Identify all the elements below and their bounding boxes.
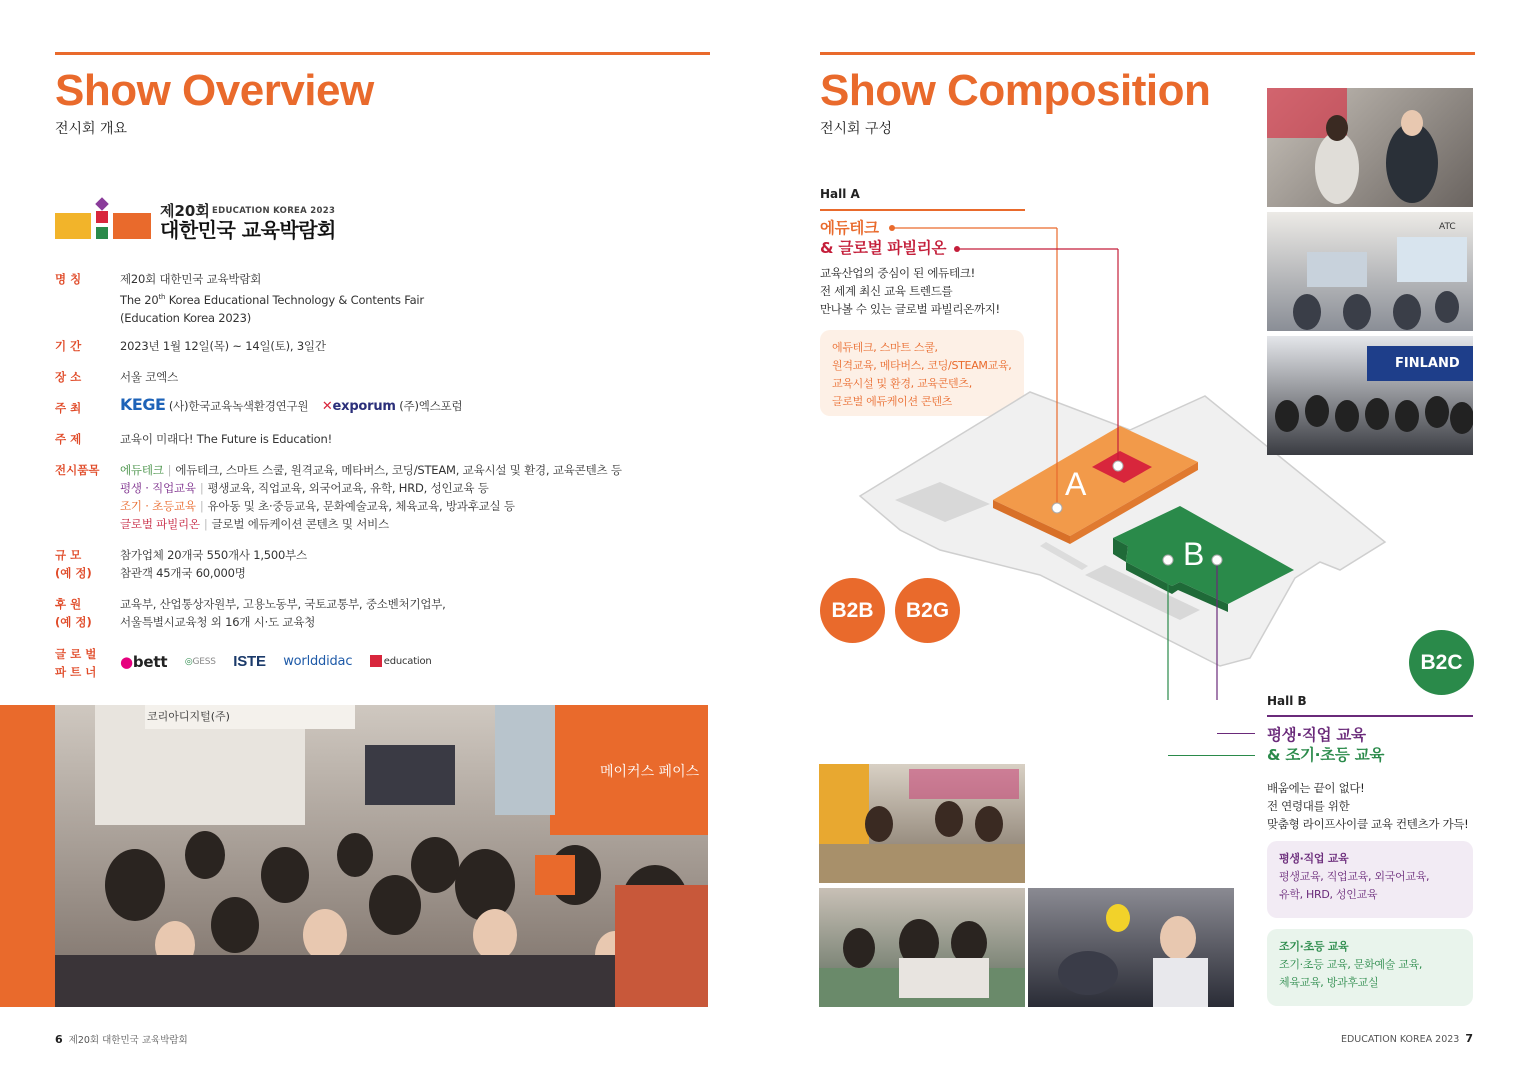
right-page-number: 7	[1465, 1032, 1473, 1045]
b2b-circle: B2B	[820, 578, 885, 643]
right-page-title: Show Composition	[820, 66, 1211, 115]
photo-lego-tables-image	[819, 764, 1025, 883]
left-footer-text: 제20회 대한민국 교육박람회	[68, 1035, 188, 1046]
value-name	[120, 270, 424, 327]
left-footer	[55, 1032, 188, 1046]
photo-robot-kids	[1028, 888, 1234, 1007]
label-support: 후 원 (예 정)	[55, 597, 92, 629]
label-scale: 규 모 (예 정)	[55, 548, 92, 580]
label-items: 전시품목	[55, 463, 100, 477]
hall-b-feature: 평생·직업 교육 & 조기·초등 교육	[1267, 726, 1385, 764]
photo-lego-tables	[819, 764, 1025, 883]
map-label-b: B	[1183, 536, 1205, 572]
hall-b-early-box: 조기·초등 교육 조기·초등 교육, 문화예술 교육, 체육교육, 방과후교실	[1267, 929, 1473, 1006]
hall-a-description: 교육산업의 중심이 된 에듀테크! 전 세계 최신 교육 트렌드를 만나볼 수 있는 글로벌 파빌리온까지!	[820, 266, 1000, 316]
photo-sign-atc: ATC	[1439, 222, 1456, 232]
partner-bett-logo: ●bett	[120, 652, 168, 671]
hall-b-label: Hall B	[1267, 694, 1307, 708]
right-footer-text: EDUCATION KOREA 2023	[1340, 1034, 1460, 1045]
hall-a-feature: 에듀테크 & 글로벌 파빌리온	[820, 219, 947, 257]
logo-square-red	[96, 211, 108, 223]
item-row-global: 글로벌 파빌리온 | 글로벌 에듀케이션 콘텐츠 및 서비스	[120, 517, 389, 531]
value-period: 2023년 1월 12일(목) ~ 14일(토), 3일간	[120, 339, 326, 353]
host-org-2: (주)엑스포럼	[399, 399, 463, 413]
logo-round: 제20회	[160, 202, 210, 220]
b2g-circle: B2G	[895, 578, 960, 643]
logo-korean: 대한민국 교육박람회	[160, 218, 336, 242]
host-org-1: (사)한국교육녹색환경연구원	[168, 399, 309, 413]
crowd-photo	[55, 705, 708, 1007]
photo-robot-kids-image	[1028, 888, 1234, 1007]
logo-english: EDUCATION KOREA 2023	[212, 206, 336, 216]
partner-gess-logo: ◎GESS	[184, 656, 216, 667]
right-footer	[1341, 1032, 1473, 1045]
left-top-rule	[55, 52, 710, 55]
partner-lego-education-logo: education	[370, 653, 432, 671]
crowd-photo-image	[55, 705, 708, 1007]
label-name: 명 칭	[55, 272, 82, 286]
hall-b-connector-purple	[1217, 733, 1255, 734]
logo-square-yellow	[55, 213, 91, 239]
item-row-lifelong: 평생 · 직업교육 | 평생교육, 직업교육, 외국어교육, 유학, HRD, 성인교육 등	[120, 481, 489, 495]
label-theme: 주 제	[55, 432, 82, 446]
value-items	[120, 461, 622, 533]
value-theme: 교육이 미래다! The Future is Education!	[120, 432, 333, 446]
value-scale: 참가업체 20개국 550개사 1,500부스 참관객 45개국 60,000명	[120, 548, 307, 580]
right-top-rule	[820, 52, 1475, 55]
value-support: 교육부, 산업통상자원부, 고용노동부, 국토교통부, 중소벤처기업부, 서울특별시교육청 외 16개 시·도 교육청	[120, 597, 446, 629]
hall-b-description: 배움에는 끝이 없다! 전 연령대를 위한 맞춤형 라이프사이클 교육 컨텐츠가 가득!	[1267, 781, 1469, 831]
label-venue: 장 소	[55, 370, 82, 384]
item-row-edutech: 에듀테크 | 에듀테크, 스마트 스쿨, 원격교육, 메타버스, 코딩/STEAM, 교육시설 및 환경, 교육콘텐츠 등	[120, 463, 622, 477]
value-name-line1: 제20회 대한민국 교육박람회	[120, 272, 262, 286]
photo-kids-building-image	[819, 888, 1025, 1007]
partner-worlddidac-logo: worlddidac	[283, 653, 353, 669]
map-label-a: A	[1065, 466, 1087, 502]
logo-square-purple	[95, 197, 109, 211]
photo-finland-pavilion	[1267, 336, 1473, 455]
orange-side-block	[0, 705, 55, 1007]
photo-finland-pavilion-image	[1267, 336, 1473, 455]
left-page-number: 6	[55, 1033, 63, 1046]
photo-booth-talk-image	[1267, 88, 1473, 207]
photo-atc-booth	[1267, 212, 1473, 331]
hall-b-connector-green	[1168, 755, 1255, 756]
photo-sign-finland: FINLAND	[1395, 356, 1460, 371]
value-host	[120, 396, 462, 416]
hall-a-items-box: 에듀테크, 스마트 스쿨, 원격교육, 메타버스, 코딩/STEAM교육, 교육시설 및 환경, 교육콘텐츠, 글로벌 에듀케이션 콘텐츠	[820, 330, 1024, 416]
logo-square-green	[96, 227, 108, 239]
partner-logos	[120, 652, 446, 671]
item-row-early: 조기 · 초등교육 | 유아동 및 초·중등교육, 문화예술교육, 체육교육, 방과후교실 등	[120, 499, 515, 513]
value-venue: 서울 코엑스	[120, 370, 178, 384]
hall-b-rule	[1267, 715, 1473, 717]
b2c-circle: B2C	[1409, 630, 1474, 695]
photo-sign-makerspace: 메이커스 페이스	[600, 764, 700, 780]
left-page-title: Show Overview	[55, 66, 374, 115]
value-name-line3: (Education Korea 2023)	[120, 310, 252, 325]
exporum-logo: ✕exporum	[321, 399, 396, 414]
value-name-line2: The 20th Korea Educational Technology & Contents Fair	[120, 292, 424, 307]
hall-b-lifelong-box: 평생·직업 교육 평생교육, 직업교육, 외국어교육, 유학, HRD, 성인교육	[1267, 841, 1473, 918]
left-page-subtitle: 전시회 개요	[55, 121, 128, 137]
photo-kids-building	[819, 888, 1025, 1007]
hall-a-label: Hall A	[820, 187, 860, 201]
label-period: 기 간	[55, 339, 82, 353]
kege-logo: KEGE	[120, 395, 166, 414]
logo-square-orange	[113, 213, 151, 239]
label-partner: 글 로 벌 파 트 너	[55, 647, 97, 679]
partner-iste-logo: ISTE	[233, 652, 266, 670]
label-host: 주 최	[55, 401, 82, 415]
right-page-subtitle: 전시회 구성	[820, 121, 893, 137]
photo-sign-korea-digital: 코리아디지털(주)	[147, 710, 230, 723]
photo-booth-talk	[1267, 88, 1473, 207]
